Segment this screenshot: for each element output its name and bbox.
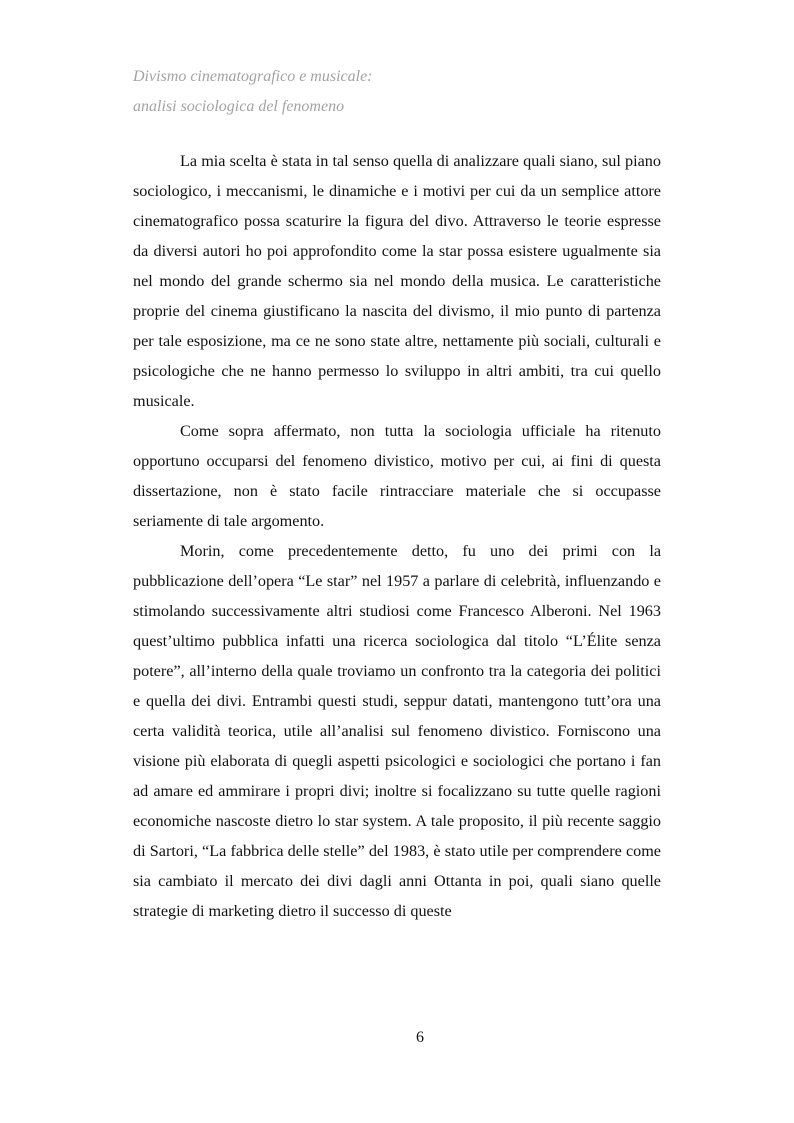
header-line-2: analisi sociologica del fenomeno: [133, 98, 345, 115]
header-line-1: Divismo cinematografico e musicale:: [133, 68, 373, 85]
body-text: [133, 146, 661, 926]
running-header: [133, 62, 553, 122]
paragraph: Come sopra affermato, non tutta la sociologia ufficiale ha ritenuto opportuno occuparsi del fenomeno divistico, motivo per cui, ai fini di questa dissertazione, non è stato facile rintracciare materiale che si occupasse seriamente di tale argomento.: [133, 422, 661, 530]
page-number: 6: [416, 1029, 424, 1046]
paragraph: La mia scelta è stata in tal senso quella di analizzare quali siano, sul piano sociologico, i meccanismi, le dinamiche e i motivi per cui da un semplice attore cinematografico possa scaturire la figura del divo. Attraverso le teorie espresse da diversi autori ho poi approfondito come la star possa esistere ugualmente sia nel mondo del grande schermo sia nel mondo della musica. Le caratteristiche proprie del cinema giustificano la nascita del divismo, il mio punto di partenza per tale esposizione, ma ce ne sono state altre, nettamente più sociali, culturali e psicologiche che ne hanno permesso lo sviluppo in altri ambiti, tra cui quello musicale.: [133, 152, 661, 410]
paragraph: Morin, come precedentemente detto, fu uno dei primi con la pubblicazione dell’opera “Le star” nel 1957 a parlare di celebrità, influenzando e stimolando successivamente altri studiosi come Francesco Alberoni. Nel 1963 quest’ultimo pubblica infatti una ricerca sociologica dal titolo “L’Élite senza potere”, all’interno della quale troviamo un confronto tra la categoria dei politici e quella dei divi. Entrambi questi studi, seppur datati, mantengono tutt’ora una certa validità teorica, utile all’analisi sul fenomeno divistico. Forniscono una visione più elaborata di quegli aspetti psicologici e sociologici che portano i fan ad amare ed ammirare i propri divi; inoltre si focalizzano su tutte quelle ragioni economiche nascoste dietro lo star system. A tale proposito, il più recente saggio di Sartori, “La fabbrica delle stelle” del 1983, è stato utile per comprendere come sia cambiato il mercato dei divi dagli anni Ottanta in poi, quali siano quelle strategie di marketing dietro il successo di queste: [133, 542, 661, 920]
